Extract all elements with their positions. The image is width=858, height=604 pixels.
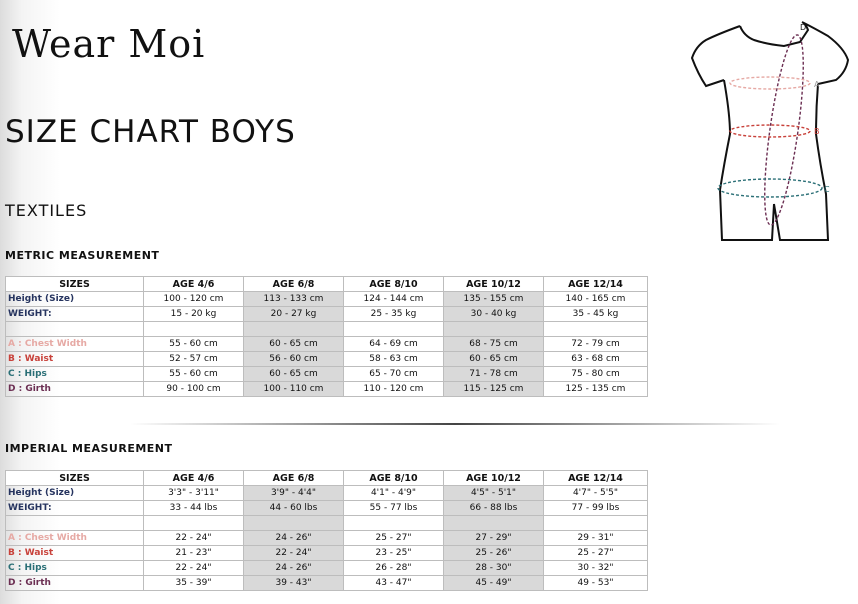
row-label: WEIGHT: (6, 501, 144, 516)
table-cell: 4'1" - 4'9" (344, 486, 444, 501)
table-row-chest (6, 337, 648, 352)
table-cell: 124 - 144 cm (344, 292, 444, 307)
table-row-weight (6, 501, 648, 516)
table-cell: 43 - 47" (344, 576, 444, 591)
row-label: D : Girth (6, 576, 144, 591)
imperial-heading: IMPERIAL MEASUREMENT (5, 442, 173, 455)
column-header: AGE 10/12 (444, 277, 544, 292)
table-cell: 3'9" - 4'4" (244, 486, 344, 501)
table-cell: 71 - 78 cm (444, 367, 544, 382)
table-cell: 21 - 23" (144, 546, 244, 561)
body-measurement-figure (688, 14, 854, 244)
column-header: AGE 8/10 (344, 471, 444, 486)
table-row-girth (6, 576, 648, 591)
body-outline (692, 22, 848, 240)
table-cell: 35 - 45 kg (544, 307, 648, 322)
table-cell: 56 - 60 cm (244, 352, 344, 367)
row-label: A : Chest Width (6, 337, 144, 352)
page-title: SIZE CHART BOYS (5, 114, 296, 150)
imperial-table (5, 470, 648, 591)
table-row-height (6, 486, 648, 501)
table-spacer-row (6, 516, 648, 531)
page-subtitle: TEXTILES (5, 201, 88, 220)
chest-line (730, 77, 810, 89)
table-cell: 140 - 165 cm (544, 292, 648, 307)
table-cell: 60 - 65 cm (244, 367, 344, 382)
column-header: AGE 12/14 (544, 471, 648, 486)
column-header: AGE 6/8 (244, 277, 344, 292)
table-cell: 63 - 68 cm (544, 352, 648, 367)
column-header: AGE 8/10 (344, 277, 444, 292)
row-label: C : Hips (6, 367, 144, 382)
table-cell: 135 - 155 cm (444, 292, 544, 307)
girth-line (757, 33, 811, 227)
table-cell: 28 - 30" (444, 561, 544, 576)
figure-label-b: B (814, 127, 820, 136)
column-header: AGE 4/6 (144, 471, 244, 486)
table-cell: 64 - 69 cm (344, 337, 444, 352)
hips-line (718, 179, 822, 197)
table-cell: 44 - 60 lbs (244, 501, 344, 516)
table-cell: 25 - 35 kg (344, 307, 444, 322)
table-cell: 29 - 31" (544, 531, 648, 546)
column-header: AGE 12/14 (544, 277, 648, 292)
table-cell: 30 - 40 kg (444, 307, 544, 322)
waist-line (730, 125, 810, 137)
table-cell: 49 - 53" (544, 576, 648, 591)
row-label: B : Waist (6, 546, 144, 561)
table-row-hips (6, 561, 648, 576)
table-cell: 60 - 65 cm (244, 337, 344, 352)
table-cell: 22 - 24" (144, 531, 244, 546)
table-cell: 25 - 27" (544, 546, 648, 561)
table-cell: 65 - 70 cm (344, 367, 444, 382)
table-cell: 22 - 24" (244, 546, 344, 561)
row-label: D : Girth (6, 382, 144, 397)
table-cell: 33 - 44 lbs (144, 501, 244, 516)
table-header-row (6, 277, 648, 292)
table-cell: 3'3" - 3'11" (144, 486, 244, 501)
figure-label-c: C (824, 185, 830, 194)
row-label: C : Hips (6, 561, 144, 576)
table-cell: 110 - 120 cm (344, 382, 444, 397)
column-header: AGE 6/8 (244, 471, 344, 486)
table-cell: 23 - 25" (344, 546, 444, 561)
table-cell: 20 - 27 kg (244, 307, 344, 322)
table-cell: 55 - 60 cm (144, 337, 244, 352)
table-cell: 72 - 79 cm (544, 337, 648, 352)
table-cell: 60 - 65 cm (444, 352, 544, 367)
row-label: WEIGHT: (6, 307, 144, 322)
column-header: AGE 4/6 (144, 277, 244, 292)
table-cell: 75 - 80 cm (544, 367, 648, 382)
column-header: SIZES (6, 277, 144, 292)
table-row-waist (6, 546, 648, 561)
table-cell: 55 - 77 lbs (344, 501, 444, 516)
metric-heading: METRIC MEASUREMENT (5, 249, 160, 262)
table-cell: 113 - 133 cm (244, 292, 344, 307)
table-cell: 4'7" - 5'5" (544, 486, 648, 501)
table-header-row (6, 471, 648, 486)
table-row-waist (6, 352, 648, 367)
table-cell: 115 - 125 cm (444, 382, 544, 397)
column-header: SIZES (6, 471, 144, 486)
table-cell: 45 - 49" (444, 576, 544, 591)
table-cell: 35 - 39" (144, 576, 244, 591)
table-cell: 27 - 29" (444, 531, 544, 546)
table-cell: 55 - 60 cm (144, 367, 244, 382)
figure-label-d: D (800, 23, 807, 32)
table-row-weight (6, 307, 648, 322)
table-cell: 25 - 27" (344, 531, 444, 546)
table-row-hips (6, 367, 648, 382)
table-cell: 22 - 24" (144, 561, 244, 576)
table-spacer-row (6, 322, 648, 337)
row-label: A : Chest Width (6, 531, 144, 546)
table-row-chest (6, 531, 648, 546)
table-cell: 125 - 135 cm (544, 382, 648, 397)
row-label: B : Waist (6, 352, 144, 367)
row-label: Height (Size) (6, 292, 144, 307)
table-row-height (6, 292, 648, 307)
table-cell: 24 - 26" (244, 561, 344, 576)
brand-logo: Wear Moi (12, 22, 206, 66)
table-cell: 68 - 75 cm (444, 337, 544, 352)
table-cell: 77 - 99 lbs (544, 501, 648, 516)
table-cell: 100 - 110 cm (244, 382, 344, 397)
table-cell: 100 - 120 cm (144, 292, 244, 307)
table-row-girth (6, 382, 648, 397)
table-cell: 52 - 57 cm (144, 352, 244, 367)
table-cell: 39 - 43" (244, 576, 344, 591)
section-divider (130, 423, 780, 425)
table-cell: 58 - 63 cm (344, 352, 444, 367)
table-cell: 30 - 32" (544, 561, 648, 576)
table-cell: 66 - 88 lbs (444, 501, 544, 516)
table-cell: 4'5" - 5'1" (444, 486, 544, 501)
table-cell: 26 - 28" (344, 561, 444, 576)
table-cell: 90 - 100 cm (144, 382, 244, 397)
column-header: AGE 10/12 (444, 471, 544, 486)
table-cell: 25 - 26" (444, 546, 544, 561)
table-cell: 15 - 20 kg (144, 307, 244, 322)
figure-label-a: A (814, 80, 820, 89)
metric-table (5, 276, 648, 397)
table-cell: 24 - 26" (244, 531, 344, 546)
row-label: Height (Size) (6, 486, 144, 501)
